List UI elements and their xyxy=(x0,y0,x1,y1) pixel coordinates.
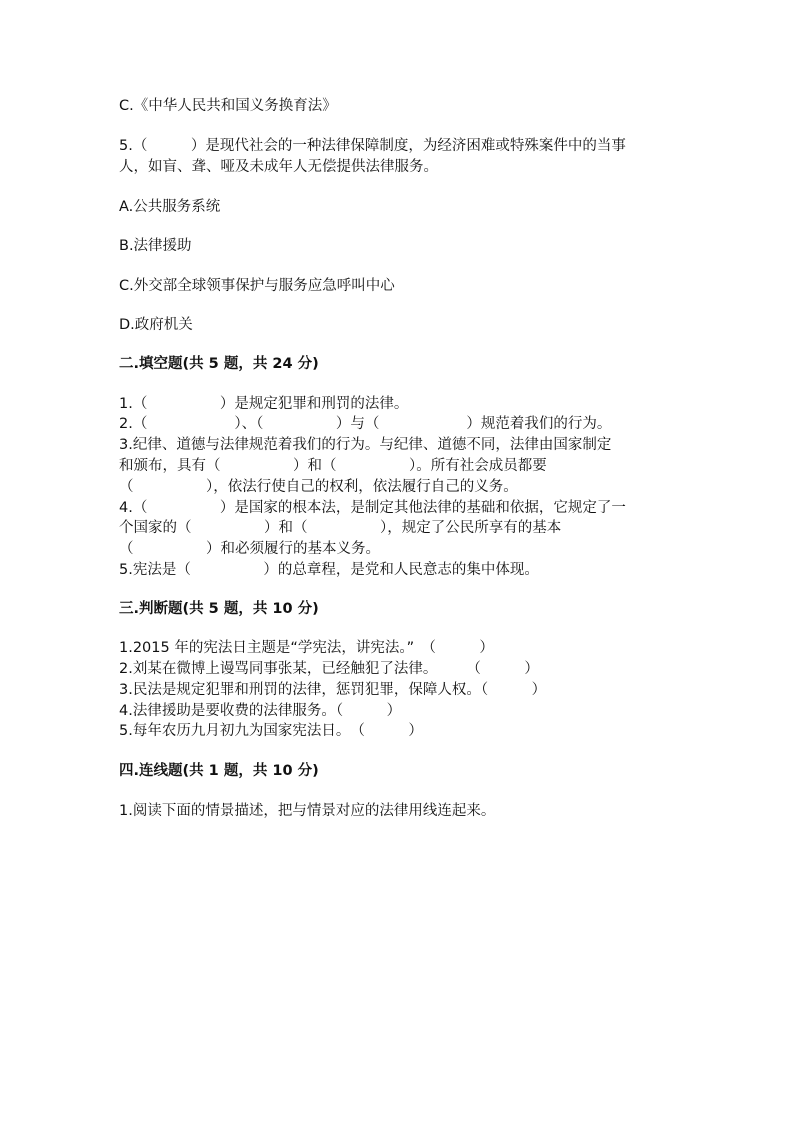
match-q1: 1.阅读下面的情景描述，把与情景对应的法律用线连起来。 xyxy=(119,803,496,819)
judge-q1: 1.2015 年的宪法日主题是“学宪法，讲宪法。” （ ） xyxy=(119,640,494,656)
fill-q3-line1: 3.纪律、道德与法律规范着我们的行为。与纪律、道德不同，法律由国家制定 xyxy=(119,437,612,453)
judge-q4: 4.法律援助是要收费的法律服务。（ ） xyxy=(119,703,402,719)
section4-heading: 四.连线题(共 1 题，共 10 分) xyxy=(119,763,319,779)
judge-q5: 5.每年农历九月初九为国家宪法日。 （ ） xyxy=(119,723,423,739)
section2-heading: 二.填空题(共 5 题，共 24 分) xyxy=(119,356,319,372)
fill-q2: 2.（ ）、（ ）与（ ）规范着我们的行为。 xyxy=(119,416,612,432)
q5-option-d: D.政府机关 xyxy=(119,317,193,333)
fill-q3-line2: 和颁布，具有（ ）和（ ）。所有社会成员都要 xyxy=(119,458,547,474)
q5-option-c: C.外交部全球领事保护与服务应急呼叫中心 xyxy=(119,278,395,294)
fill-q1: 1.（ ）是规定犯罪和刑罚的法律。 xyxy=(119,396,409,412)
q5-stem-line1: 5.（ ）是现代社会的一种法律保障制度，为经济困难或特殊案件中的当事 xyxy=(119,138,626,154)
q5-stem-line2: 人，如盲、聋、哑及未成年人无偿提供法律服务。 xyxy=(119,159,438,175)
fill-q5: 5.宪法是（ ）的总章程，是党和人民意志的集中体现。 xyxy=(119,562,539,578)
judge-q2: 2.刘某在微博上谩骂同事张某，已经触犯了法律。 （ ） xyxy=(119,661,539,677)
q4-option-c: C.《中华人民共和国义务换育法》 xyxy=(119,98,337,114)
q5-option-b: B.法律援助 xyxy=(119,238,192,254)
section3-heading: 三.判断题(共 5 题，共 10 分) xyxy=(119,601,319,617)
q5-option-a: A.公共服务系统 xyxy=(119,199,221,215)
fill-q3-line3: （ ），依法行使自己的权利，依法履行自己的义务。 xyxy=(119,479,518,495)
fill-q4-line1: 4.（ ）是国家的根本法，是制定其他法律的基础和依据，它规定了一 xyxy=(119,500,626,516)
fill-q4-line3: （ ）和必须履行的基本义务。 xyxy=(119,541,380,557)
judge-q3: 3.民法是规定犯罪和刑罚的法律，惩罚犯罪，保障人权。（ ） xyxy=(119,682,547,698)
fill-q4-line2: 个国家的（ ）和（ ），规定了公民所享有的基本 xyxy=(119,520,562,536)
